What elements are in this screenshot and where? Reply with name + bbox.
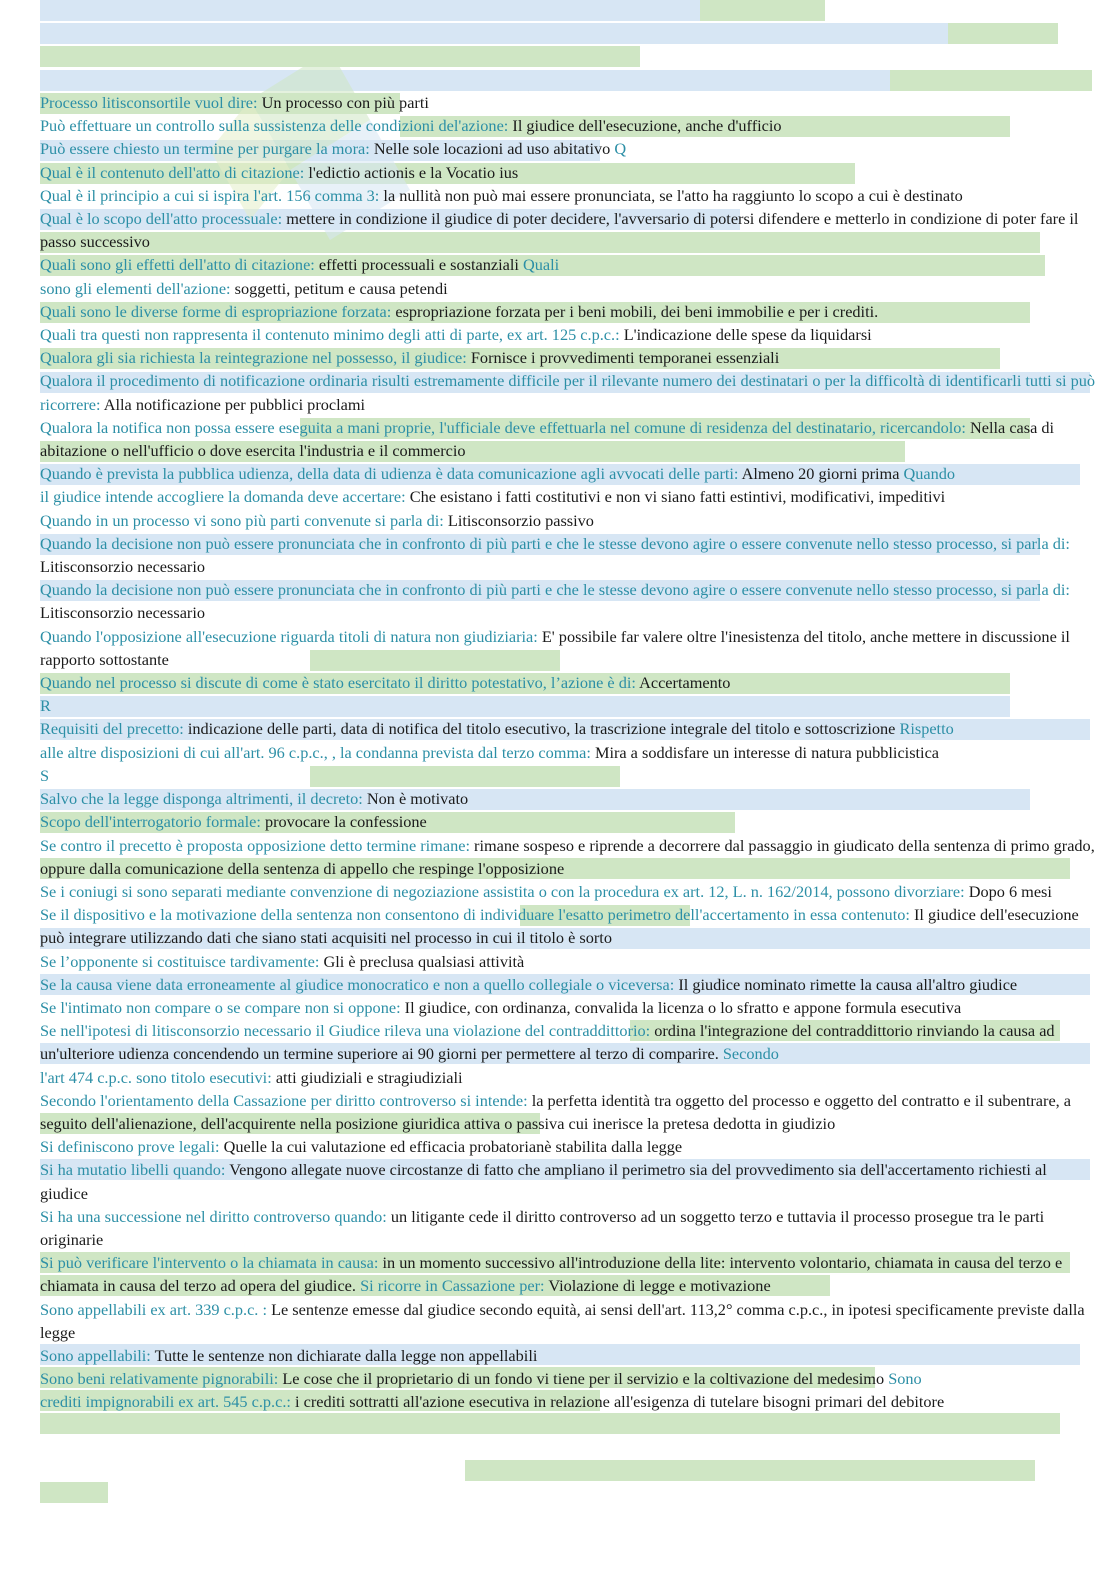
qa-entry — [40, 207, 1098, 253]
qa-answer: l'edictio actionis e la Vocatio ius — [308, 162, 519, 182]
qa-entry — [40, 903, 1098, 949]
qa-answer: Il giudice nominato rimette la causa all'altro giudice — [678, 974, 1018, 994]
qa-entry — [40, 509, 1098, 532]
qa-answer: Gli è preclusa qualsiasi attività — [323, 951, 525, 971]
qa-question: Se il dispositivo e la motivazione della sentenza non consentono di individuare l'esatto perimetro dell'accertamento in essa contenuto: — [40, 905, 910, 925]
document-body — [40, 91, 1098, 1414]
qa-question: Salvo che la legge disponga altrimenti, il decreto: — [40, 789, 363, 809]
qa-answer: soggetti, petitum e causa petendi — [234, 278, 448, 298]
qa-answer: Litisconsorzio passivo — [447, 510, 594, 530]
qa-answer: Alla notificazione per pubblici proclami — [103, 394, 366, 414]
qa-entry — [40, 694, 1098, 717]
qa-question: Si può verificare l'intervento o la chiamata in causa: — [40, 1253, 379, 1273]
qa-answer: Fornisce i provvedimenti temporanei essenziali — [470, 348, 780, 368]
qa-answer: Dopo 6 mesi — [968, 881, 1052, 901]
qa-continuation: Si ricorre in Cassazione per: — [360, 1276, 545, 1296]
qa-answer: mettere in condizione il giudice di poter decidere, l'avversario di potersi difendere e metterlo in condizione di poter fare il passo successivo — [40, 209, 1079, 252]
qa-entry — [40, 834, 1098, 880]
qa-question: Può effettuare un controllo sulla sussistenza delle condizioni del'azione: — [40, 116, 509, 136]
highlight-stripe — [40, 1413, 1060, 1434]
qa-answer: la perfetta identità tra oggetto del processo e oggetto del contratto e il subentrare, a seguito dell'alienazione, dell'acquirente nella posizione giuridica attiva o passiva cui inerisce la pretesa dedotta in giudizio — [40, 1090, 1072, 1133]
highlight-stripe — [700, 0, 825, 21]
qa-question: Qual è il contenuto dell'atto di citazione: — [40, 162, 305, 182]
qa-answer: Un processo con più parti — [261, 93, 429, 112]
qa-entry — [40, 114, 1098, 137]
qa-answer: E' possibile far valere oltre l'inesistenza del titolo, anche mettere in discussione il rapporto sottostante — [40, 626, 1070, 669]
qa-answer: indicazione delle parti, data di notifica del titolo esecutivo, la trascrizione integrale del titolo e sottoscrizione — [187, 719, 896, 739]
qa-entry — [40, 1135, 1098, 1158]
qa-continuation: Quando — [903, 464, 956, 484]
highlight-stripe — [465, 1460, 1035, 1481]
qa-entry — [40, 532, 1098, 578]
qa-entry — [40, 1066, 1098, 1089]
qa-question: alle altre disposizioni di cui all'art. 96 c.p.c., , la condanna prevista dal terzo comma: — [40, 742, 591, 762]
qa-question: Secondo l'orientamento della Cassazione per diritto controverso si intende: — [40, 1090, 528, 1110]
qa-continuation: Sono — [888, 1369, 922, 1389]
qa-entry — [40, 671, 1098, 694]
qa-entry — [40, 369, 1098, 415]
qa-question: Sono appellabili ex art. 339 c.p.c. : — [40, 1299, 267, 1319]
qa-question: Sono appellabili: — [40, 1345, 151, 1365]
qa-question: Qualora il procedimento di notificazione ordinaria risulti estremamente difficile per il rilevante numero dei destinatari o per la difficoltà di identificarli tutti si può ricorrere: — [40, 371, 1096, 414]
qa-answer: Litisconsorzio necessario — [40, 557, 206, 577]
qa-answer: la nullità non può mai essere pronunciata, se l'atto ha raggiunto lo scopo a cui è destinato — [383, 185, 963, 205]
qa-entry — [40, 462, 1098, 485]
qa-entry — [40, 300, 1098, 323]
qa-answer: effetti processuali e sostanziali — [318, 255, 519, 275]
qa-entry — [40, 880, 1098, 903]
qa-entry — [40, 1344, 1098, 1367]
highlight-stripe — [948, 23, 1058, 44]
qa-entry — [40, 253, 1098, 276]
qa-question: il giudice intende accogliere la domanda deve accertare: — [40, 487, 406, 507]
qa-question: Scopo dell'interrogatorio formale: — [40, 812, 261, 832]
qa-entry — [40, 485, 1098, 508]
qa-question: Quando in un processo vi sono più parti convenute si parla di: — [40, 510, 444, 530]
qa-answer: Mira a soddisfare un interesse di natura pubblicistica — [594, 742, 940, 762]
qa-answer: Accertamento — [639, 673, 731, 693]
qa-question: Qualora la notifica non possa essere eseguita a mani proprie, l'ufficiale deve effettuarla nel comune di residenza del destinatario, ricercandolo: — [40, 417, 966, 437]
qa-entry — [40, 717, 1098, 740]
qa-question: Requisiti del precetto: — [40, 719, 184, 739]
qa-question: Qual è lo scopo dell'atto processuale: — [40, 209, 283, 229]
qa-continuation-answer: Violazione di legge e motivazione — [548, 1276, 771, 1296]
qa-question: Se nell'ipotesi di litisconsorzio necessario il Giudice rileva una violazione del contraddittorio: — [40, 1021, 651, 1041]
qa-entry — [40, 764, 1098, 787]
qa-entry — [40, 161, 1098, 184]
qa-question: Quando la decisione non può essere pronunciata che in confronto di più parti e che le stesse devono agire o essere convenute nello stesso processo, si parla di: — [40, 580, 1070, 600]
qa-entry — [40, 1367, 1098, 1390]
qa-answer: in un momento successivo all'introduzione della lite: intervento volontario, chiamata in causa del terzo e chiamata in causa del terzo ad opera del giudice. — [40, 1253, 1063, 1296]
qa-entry — [40, 346, 1098, 369]
qa-question: Quali tra questi non rappresenta il contenuto minimo degli atti di parte, ex art. 125 c.p.c.: — [40, 325, 620, 345]
qa-question: Se i coniugi si sono separati mediante convenzione di negoziazione assistita o con la procedura ex art. 12, L. n. 162/2014, possono divorziare: — [40, 881, 965, 901]
qa-entry — [40, 91, 1098, 114]
qa-answer: provocare la confessione — [264, 812, 427, 832]
qa-entry — [40, 137, 1098, 160]
highlight-stripe — [890, 70, 1092, 91]
highlight-stripe — [40, 0, 700, 21]
qa-answer: atti giudiziali e stragiudiziali — [275, 1067, 463, 1087]
qa-question: Qualora gli sia richiesta la reintegrazione nel possesso, il giudice: — [40, 348, 467, 368]
qa-question: sono gli elementi dell'azione: — [40, 278, 231, 298]
highlight-stripe — [40, 1482, 108, 1503]
qa-question: Se l’opponente si costituisce tardivamente: — [40, 951, 320, 971]
qa-question: S — [40, 765, 50, 785]
qa-entry — [40, 810, 1098, 833]
qa-entry — [40, 416, 1098, 462]
qa-entry — [40, 787, 1098, 810]
qa-question: Qual è il principio a cui si ispira l'art. 156 comma 3: — [40, 185, 380, 205]
qa-answer: Tutte le sentenze non dichiarate dalla legge non appellabili — [154, 1345, 538, 1365]
qa-answer: L'indicazione delle spese da liquidarsi — [623, 325, 872, 345]
qa-answer: Nella casa di abitazione o nell'ufficio o dove esercita l'industria e il commercio — [40, 417, 1055, 461]
qa-answer: Litisconsorzio necessario — [40, 603, 206, 623]
qa-continuation: Q — [614, 139, 627, 159]
qa-question: Quando l'opposizione all'esecuzione riguarda titoli di natura non giudiziaria: — [40, 626, 538, 646]
qa-answer: Le sentenze emesse dal giudice secondo equità, ai sensi dell'art. 113,2° comma c.p.c., in ipotesi specificamente previste dalla legge — [40, 1299, 1085, 1342]
qa-answer: Il giudice dell'esecuzione può integrare utilizzando dati che siano stati acquisiti nel processo in cui il titolo è sorto — [40, 905, 1079, 948]
qa-entry — [40, 996, 1098, 1019]
qa-answer: Le cose che il proprietario di un fondo vi tiene per il servizio e la coltivazione del medesimo — [282, 1369, 885, 1389]
qa-answer: Nelle sole locazioni ad uso abitativo — [373, 139, 611, 159]
qa-answer: i crediti sottratti all'azione esecutiva in relazione all'esigenza di tutelare bisogni primari del debitore — [295, 1392, 945, 1412]
qa-question: Quando la decisione non può essere pronunciata che in confronto di più parti e che le stesse devono agire o essere convenute nello stesso processo, si parla di: — [40, 533, 1070, 553]
qa-entry — [40, 1158, 1098, 1204]
qa-answer: espropriazione forzata per i beni mobili, dei beni immobilie e per i crediti. — [395, 301, 879, 321]
qa-entry — [40, 1251, 1098, 1297]
qa-question: l'art 474 c.p.c. sono titolo esecutivi: — [40, 1067, 272, 1087]
qa-question: Quali sono gli effetti dell'atto di citazione: — [40, 255, 315, 275]
qa-question: Si ha una successione nel diritto controverso quando: — [40, 1206, 387, 1226]
qa-continuation: Secondo — [722, 1044, 779, 1064]
qa-answer: Non è motivato — [366, 789, 469, 809]
qa-entry — [40, 323, 1098, 346]
qa-question: Si ha mutatio libelli quando: — [40, 1160, 226, 1180]
qa-question: Si definiscono prove legali: — [40, 1137, 220, 1157]
qa-continuation: Rispetto — [899, 719, 954, 739]
qa-answer: Il giudice dell'esecuzione, anche d'ufficio — [512, 116, 782, 136]
qa-entry — [40, 1019, 1098, 1065]
qa-question: Se contro il precetto è proposta opposizione detto termine rimane: — [40, 835, 470, 855]
qa-question: Se la causa viene data erroneamente al giudice monocratico e non a quello collegiale o viceversa: — [40, 974, 675, 994]
qa-entry — [40, 1205, 1098, 1251]
qa-entry — [40, 741, 1098, 764]
qa-answer: Almeno 20 giorni prima — [741, 464, 900, 484]
qa-answer: ordina l'integrazione del contraddittorio rinviando la causa ad un'ulteriore udienza concendendo un termine superiore ai 90 giorni per permettere al terzo di comparire. — [40, 1021, 1055, 1064]
qa-entry — [40, 1298, 1098, 1344]
qa-entry — [40, 277, 1098, 300]
qa-question: Quando nel processo si discute di come è stato esercitato il diritto potestativo, l’azione è di: — [40, 673, 636, 693]
qa-question: Se l'intimato non compare o se compare non si oppone: — [40, 997, 401, 1017]
qa-question: Processo litisconsortile vuol dire: — [40, 93, 258, 112]
qa-question: crediti impignorabili ex art. 545 c.p.c.: — [40, 1392, 291, 1412]
qa-answer: Che esistano i fatti costitutivi e non vi siano fatti estintivi, modificativi, impeditivi — [409, 487, 946, 507]
qa-answer: un litigante cede il diritto controverso ad un soggetto terzo e tuttavia il processo prosegue tra le parti originarie — [40, 1206, 1045, 1249]
qa-question: R — [40, 696, 51, 716]
qa-question: Può essere chiesto un termine per purgare la mora: — [40, 139, 370, 159]
qa-entry — [40, 1390, 1098, 1413]
qa-answer: Il giudice, con ordinanza, convalida la licenza o lo sfratto e appone formula esecutiva — [404, 997, 962, 1017]
qa-entry — [40, 578, 1098, 624]
qa-question: Sono beni relativamente pignorabili: — [40, 1369, 279, 1389]
qa-question: Quali sono le diverse forme di espropriazione forzata: — [40, 301, 392, 321]
qa-continuation: Quali — [522, 255, 560, 275]
qa-entry — [40, 1089, 1098, 1135]
qa-entry — [40, 184, 1098, 207]
qa-question: Quando è prevista la pubblica udienza, della data di udienza è data comunicazione agli avvocati delle parti: — [40, 464, 739, 484]
qa-entry — [40, 625, 1098, 671]
qa-answer: Quelle la cui valutazione ed efficacia probatorianè stabilita dalla legge — [223, 1137, 683, 1157]
qa-answer: rimane sospeso e riprende a decorrere dal passaggio in giudicato della sentenza di primo grado, oppure dalla comunicazione della sentenza di appello che respinge l'opposizione — [40, 835, 1095, 878]
qa-entry — [40, 950, 1098, 973]
qa-entry — [40, 973, 1098, 996]
qa-answer: Vengono allegate nuove circostanze di fatto che ampliano il perimetro sia del provvedimento sia dell'accertamento richiesti al giudice — [40, 1160, 1047, 1203]
